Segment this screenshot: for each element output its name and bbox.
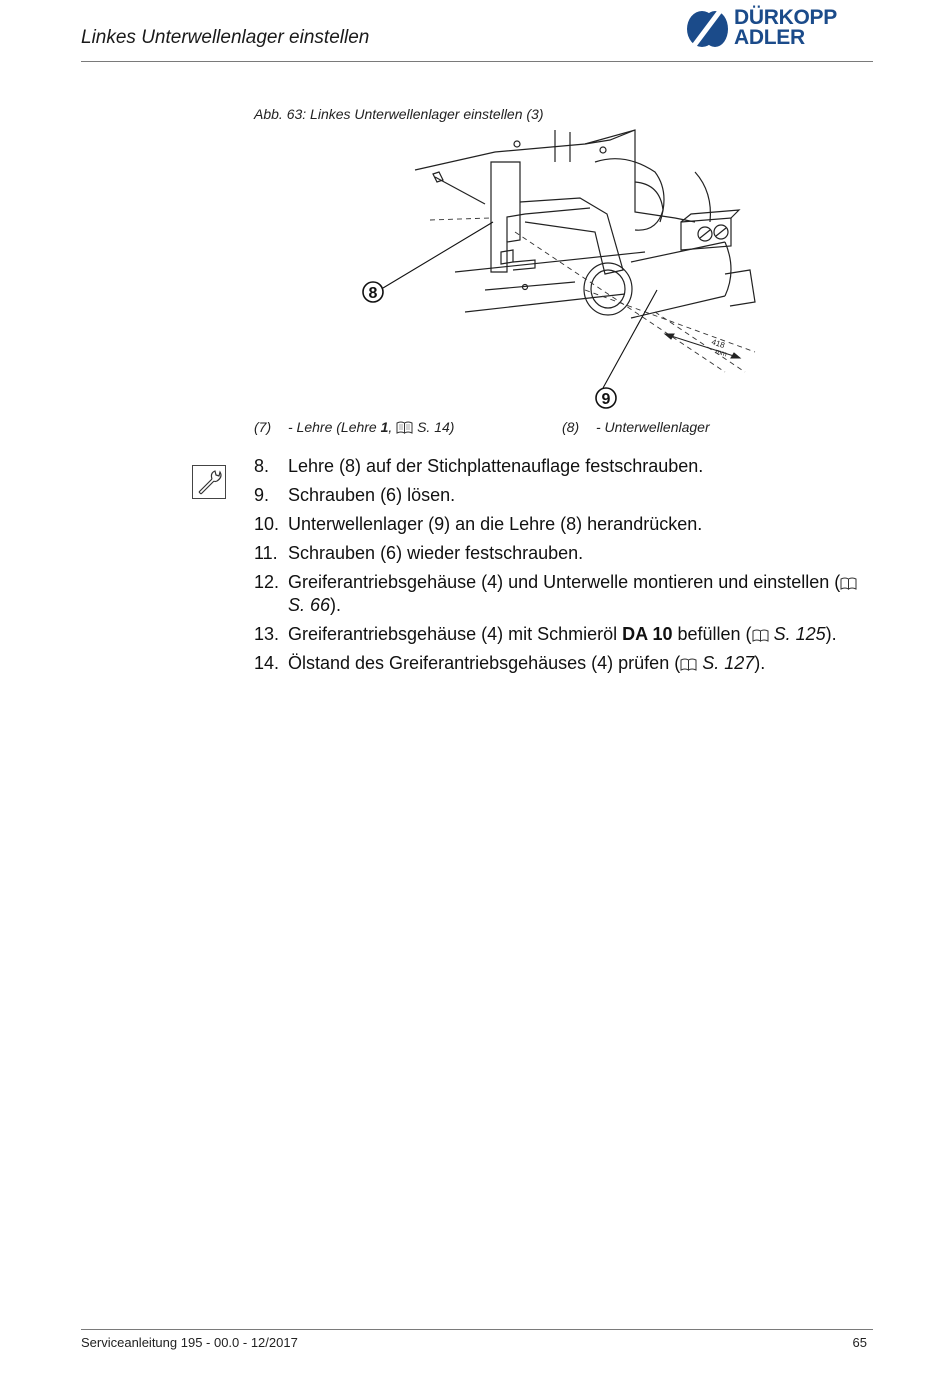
footer-document-id: Serviceanleitung 195 - 00.0 - 12/2017	[81, 1335, 298, 1350]
figure-caption: Abb. 63: Linkes Unterwellenlager einstellen (3)	[254, 106, 544, 122]
page-reference-link[interactable]: S. 14	[417, 419, 450, 435]
callout-8-label: 8	[368, 285, 378, 302]
step-item: 12. Greiferantriebsgehäuse (4) und Unterwelle montieren und einstellen ( S. 66).	[254, 571, 874, 617]
footer-divider	[81, 1329, 873, 1330]
page-number: 65	[852, 1335, 867, 1350]
dimension-unit: mm	[714, 348, 728, 359]
instruction-steps	[254, 455, 874, 681]
step-item: 10. Unterwellenlager (9) an die Lehre (8) herandrücken.	[254, 514, 703, 534]
book-reference-icon	[752, 629, 769, 642]
duerkopp-adler-logo	[684, 7, 874, 53]
page-reference-link[interactable]: S. 127	[702, 653, 755, 673]
legend-item-7: (7) - Lehre (Lehre 1, S. 14)	[254, 419, 455, 435]
dimension-label: 418	[710, 337, 726, 351]
wrench-icon	[193, 466, 225, 498]
step-item: 14. Ölstand des Greiferantriebsgehäuses (4) prüfen ( S. 127).	[254, 653, 766, 673]
technical-drawing	[368, 122, 775, 412]
tool-hint-box	[192, 465, 226, 499]
page-header-title: Linkes Unterwellenlager einstellen	[81, 27, 370, 48]
page-reference-link[interactable]: S. 66	[288, 595, 331, 615]
logo-mark-icon	[684, 7, 730, 51]
header-divider	[81, 61, 873, 62]
book-reference-icon	[840, 577, 857, 590]
step-item: 11. Schrauben (6) wieder festschrauben.	[254, 543, 584, 563]
page-reference-link[interactable]: S. 125	[773, 624, 826, 644]
legend-item-8: (8) - Unterwellenlager	[562, 419, 710, 435]
book-reference-icon	[680, 658, 697, 671]
step-item: 13. Greiferantriebsgehäuse (4) mit Schmieröl DA 10 befüllen ( S. 125).	[254, 624, 837, 644]
book-reference-icon	[396, 421, 413, 434]
logo-text: DÜRKOPP ADLER	[734, 6, 837, 49]
step-item: 8. Lehre (8) auf der Stichplattenauflage festschrauben.	[254, 456, 704, 476]
step-item: 9. Schrauben (6) lösen.	[254, 485, 456, 505]
callout-9-label: 9	[601, 391, 611, 408]
